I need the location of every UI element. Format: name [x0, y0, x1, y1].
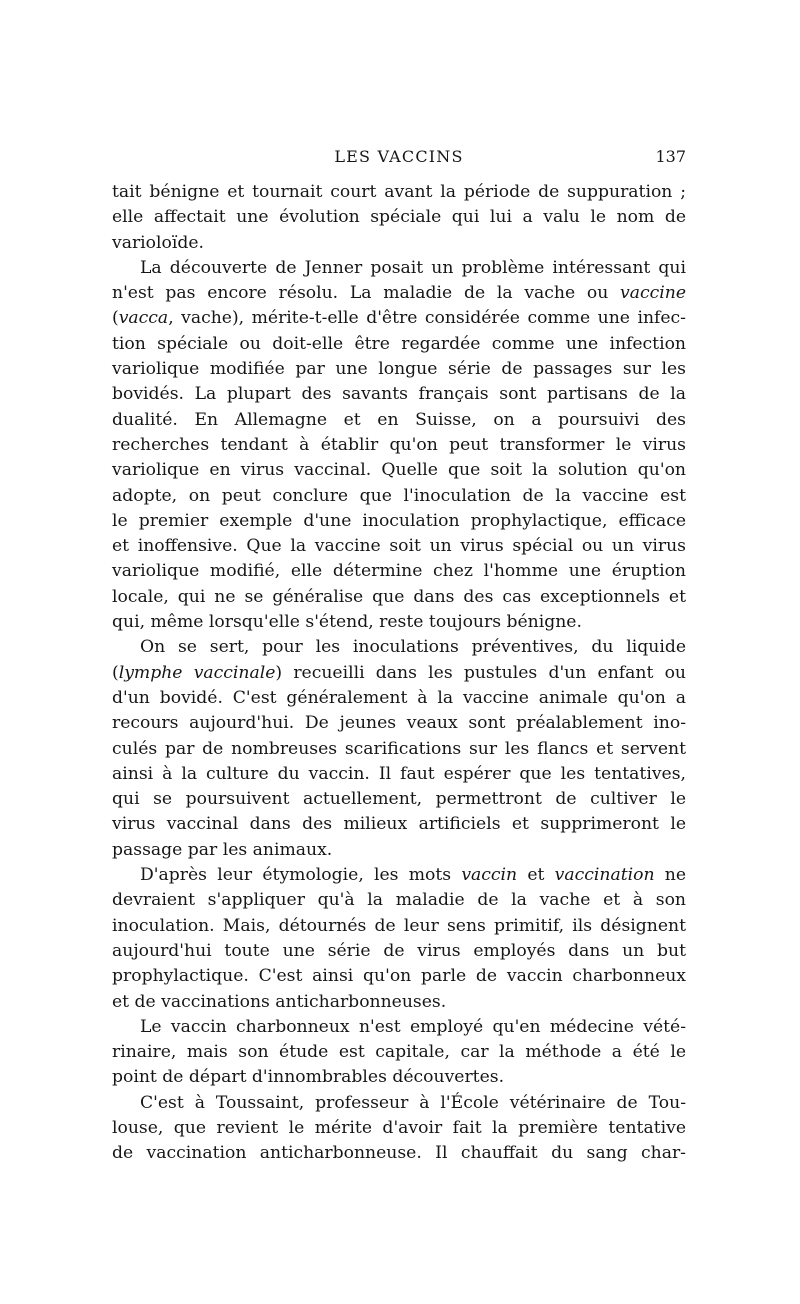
text-line: passage par les animaux. [112, 839, 333, 860]
text-line: le premier exemple d'une inoculation prophylactique, efficace [112, 510, 686, 531]
text-line: qui, même lorsqu'elle s'étend, reste toujours bénigne. [112, 612, 582, 633]
paragraph [112, 1091, 686, 1167]
text-line: rinaire, mais son étude est capitale, car la méthode a été le [112, 1042, 686, 1063]
text-line: inoculation. Mais, détournés de leur sens primitif, ils désignent [112, 915, 686, 936]
paragraph [112, 256, 686, 635]
text-line: recherches tendant à établir qu'on peut transformer le virus [112, 434, 686, 455]
text-line: n'est pas encore résolu. La maladie de la vache ou vaccine [112, 283, 686, 304]
body-text [112, 180, 686, 1167]
text-line: variolique modifiée par une longue série de passages sur les [112, 359, 686, 380]
text-line: culés par de nombreuses scarifications sur les flancs et servent [112, 738, 686, 759]
text-line: locale, qui ne se généralise que dans des cas exceptionnels et [112, 586, 686, 607]
text-line: (lymphe vaccinale) recueilli dans les pustules d'un enfant ou [112, 662, 686, 683]
text-line: On se sert, pour les inoculations préventives, du liquide [140, 637, 686, 658]
text-line: virus vaccinal dans des milieux artificiels et supprimeront le [112, 814, 686, 835]
text-line: point de départ d'innombrables découvertes. [112, 1067, 505, 1088]
text-line: qui se poursuivent actuellement, permettront de cultiver le [112, 789, 686, 810]
text-line: Le vaccin charbonneux n'est employé qu'en médecine vété- [140, 1016, 686, 1037]
text-line: tion spéciale ou doit-elle être regardée comme une infection [112, 333, 686, 354]
text-line: d'un bovidé. C'est généralement à la vaccine animale qu'on a [112, 687, 686, 708]
text-line: et inoffensive. Que la vaccine soit un virus spécial ou un virus [112, 536, 686, 557]
text-line: aujourd'hui toute une série de virus employés dans un but [112, 940, 686, 961]
paragraph [112, 635, 686, 863]
text-line: varioloïde. [112, 232, 204, 253]
text-line: devraient s'appliquer qu'à la maladie de la vache et à son [112, 890, 686, 911]
paragraph [112, 180, 686, 256]
text-line: adopte, on peut conclure que l'inoculation de la vaccine est [112, 485, 686, 506]
paragraph [112, 863, 686, 1015]
text-line: elle affectait une évolution spéciale qui lui a valu le nom de [112, 207, 686, 228]
text-line: louse, que revient le mérite d'avoir fait la première tentative [112, 1117, 686, 1138]
text-line: ainsi à la culture du vaccin. Il faut espérer que les tentatives, [112, 763, 686, 784]
text-line: La découverte de Jenner posait un problème intéressant qui [140, 257, 686, 278]
text-line: prophylactique. C'est ainsi qu'on parle de vaccin charbonneux [112, 966, 686, 987]
text-line: tait bénigne et tournait court avant la période de suppuration ; [112, 182, 686, 202]
text-line: C'est à Toussaint, professeur à l'École vétérinaire de Tou- [140, 1092, 686, 1113]
text-line: et de vaccinations anticharbonneuses. [112, 991, 447, 1012]
text-line: dualité. En Allemagne et en Suisse, on a poursuivi des [112, 409, 686, 430]
text-line: variolique modifié, elle détermine chez l'homme une éruption [112, 561, 686, 582]
paragraph [112, 1015, 686, 1091]
text-line: (vacca, vache), mérite-t-elle d'être considérée comme une infec- [112, 308, 686, 329]
text-line: recours aujourd'hui. De jeunes veaux sont préalablement ino- [112, 713, 686, 734]
page-number: 137 [655, 147, 686, 166]
page-header [112, 147, 686, 171]
text-line: D'après leur étymologie, les mots vaccin et vaccination ne [140, 865, 686, 886]
running-head: LES VACCINS [334, 147, 464, 166]
text-line: bovidés. La plupart des savants français sont partisans de la [112, 384, 686, 405]
text-line: de vaccination anticharbonneuse. Il chauffait du sang char- [112, 1143, 686, 1164]
text-line: variolique en virus vaccinal. Quelle que soit la solution qu'on [112, 460, 686, 481]
